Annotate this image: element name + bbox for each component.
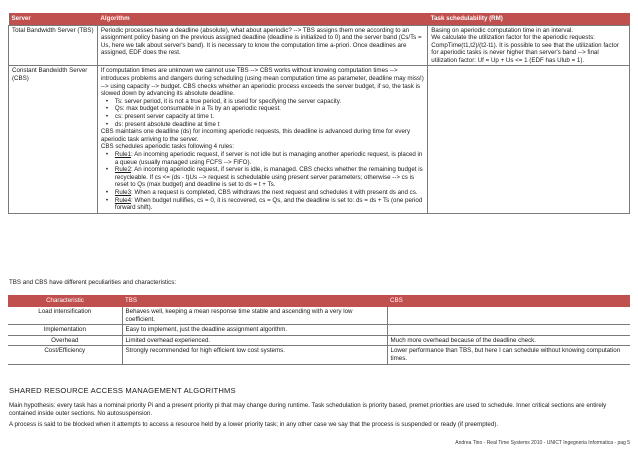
tbs-value: Strongly recommended for high efficient low cost systems.	[122, 346, 387, 364]
cbs-deadline-text: CBS maintains one deadline (ds) for incoming aperiodic requests, this deadline is advanced during time for every aperiodic task arriving to the server.	[100, 128, 411, 143]
algorithm-text: Periodic processes have a deadline (absolute), what about aperiodic? --> TBS assigns them one according to an assignment policy basing on the previous assigned deadline (deadline is initialized to 0) and the server band (Cs/Ts = Us, here we talk about server's band). It is necessary to know the computation time a-priori. Once deadlines are assigned, EDF does the rest.	[97, 25, 427, 66]
schedulability-text: Basing on aperiodic computation time in an interval. We calculate the utilization factor for the aperiodic requests: CompTime(t1,t2)/(t2-t1). It is possible to see that the utilization factor for aperiodic tasks is never higher than server's band --> final utilization factor: Uf = Up + Us <= 1 (EDF has Ulub = 1).	[428, 25, 630, 66]
server-name: Constant Bandwidth Server (CBS)	[9, 66, 98, 213]
page-footer: Andrea Tino - Real Time Systems 2010 - UNICT Ingegneria Informatica - pag 5	[455, 440, 630, 446]
comparison-intro: TBS and CBS have different peculiarities and characteristics:	[9, 279, 177, 286]
list-item: • ds: present absolute deadline at time t	[101, 121, 424, 129]
tbs-value: Limited overhead experienced.	[122, 335, 387, 346]
comparison-table	[8, 295, 630, 365]
characteristic: Cost/Efficiency	[8, 346, 122, 364]
list-item	[101, 189, 424, 197]
table-row	[8, 307, 630, 325]
table-row	[9, 66, 630, 213]
header-tbs: TBS	[122, 295, 387, 307]
server-name: Total Bandwidth Server (TBS)	[9, 25, 98, 66]
tbs-value: Easy to implement, just the deadline assignment algorithm.	[122, 325, 387, 336]
list-item	[101, 151, 424, 166]
header-cbs: CBS	[387, 295, 630, 307]
rule-text: : When a request is completed, CBS withdraws the next request and schedules it with present ds and cs.	[131, 188, 418, 196]
list-item: • cs: present server capacity at time t.	[101, 113, 424, 121]
list-item	[101, 197, 424, 212]
list-item	[101, 166, 424, 189]
section-heading: SHARED RESOURCE ACCESS MANAGEMENT ALGORITHMS	[9, 386, 236, 395]
cbs-value: Lower performance than TBS, but here I can schedule without knowing computation times.	[387, 346, 630, 364]
rule-text: : An incoming aperiodic request, if server is not idle but is managing another aperiodic request, is placed in a queue (usually managed using FCFS --> FIFO).	[114, 151, 423, 166]
characteristic: Load intensification	[8, 307, 122, 325]
cbs-params-list	[101, 98, 424, 128]
cbs-value	[387, 325, 630, 336]
table-row	[8, 335, 630, 346]
blocked-paragraph: A process is said to be blocked when it attempts to access a resource held by a lower priority task; in any other case we say that the process is suspended or ready (if preempted).	[9, 421, 499, 428]
list-item: • Qs: max budget consumable in a Ts by an aperiodic request.	[101, 105, 424, 113]
table-row	[8, 325, 630, 336]
header-server: Server	[9, 13, 98, 25]
algorithm-cell	[97, 66, 427, 213]
cbs-rules-list	[101, 151, 424, 212]
characteristic: Implementation	[8, 325, 122, 336]
header-characteristic: Characteristic	[8, 295, 122, 307]
header-schedulability: Task schedulability (RM)	[428, 13, 630, 25]
header-algorithm: Algorithm	[97, 13, 427, 25]
rule-name: Rule4	[114, 196, 132, 204]
tbs-value: Behaves well, keeping a mean response time stable and ascending with a very low coefficient.	[122, 307, 387, 325]
rule-name: Rule3	[114, 188, 132, 196]
cbs-value	[387, 307, 630, 325]
cbs-rules-intro: CBS schedules aperiodic tasks following 4 rules:	[100, 143, 234, 151]
rule-name: Rule1	[114, 151, 132, 158]
hypothesis-paragraph: Main hypothesis: every task has a nominal priority Pi and a present priority pi that may change during runtime. Task schedulation is priority based, premet priorities are used to schedule. Inner critical sections are entirely contained inside outer sections. No autosuspension.	[9, 402, 607, 418]
rule-text: : An incoming aperiodic request, if server is idle, is managed. CBS checks whether the remaining budget is recycleable. If cs <= (ds - t)Us --> request is schedulable using present server parameters; otherwise --> cs is reset to Qs (max budget) and deadline is set to ds = t + Ts.	[114, 166, 423, 189]
cbs-value: Much more overhead because of the deadline check.	[387, 335, 630, 346]
rule-text: : When budget nullifies, cs = 0, it is recovered, cs = Qs, and the deadline is set to: ds = ds + Ts (one period forward shift).	[114, 196, 423, 212]
schedulability-text	[428, 66, 630, 213]
rule-name: Rule2	[114, 166, 132, 174]
table-row	[8, 346, 630, 364]
list-item: • Ts: server period, it is not a true period, it is used for specifying the server capacity.	[101, 98, 424, 106]
cbs-intro: If computation times are unknown we cannot use TBS --> CBS works without knowing computation times --> introduces problems and dangers during scheduling (using mean computation time as parameter, deadline may miss!) --> using capacity --> budget. CBS checks whether an aperiodic process exceeds the server budget, if so, the task is slowed down by advancing its absolute deadline.	[100, 67, 424, 98]
table-header-row	[8, 295, 630, 307]
algorithms-table	[8, 13, 630, 214]
table-row	[9, 25, 630, 66]
characteristic: Overhead	[8, 335, 122, 346]
table-header-row	[9, 13, 630, 25]
